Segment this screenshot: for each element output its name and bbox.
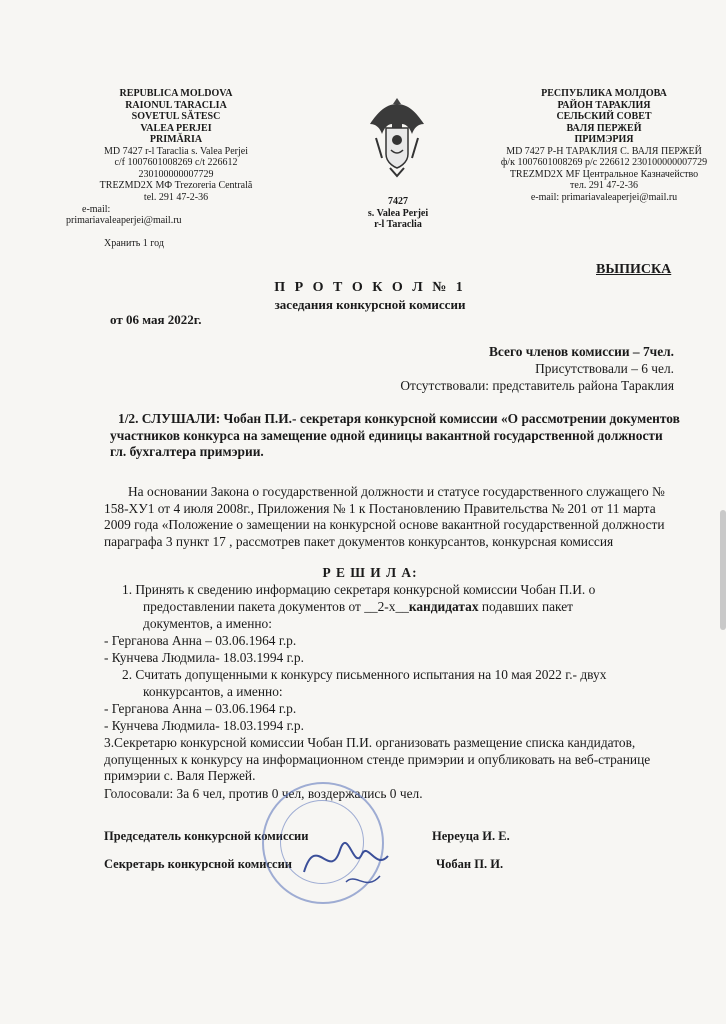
storage-note: Хранить 1 год [104,238,164,249]
header-right-line: РЕСПУБЛИКА МОЛДОВА [541,88,667,99]
header-left-line: VALEA PERJEI [140,122,212,134]
scrollbar[interactable] [720,510,726,630]
item1-text-end: подавших пакет [478,599,574,614]
decision-item-3: 3.Секретарю конкурсной комиссии Чобан П.И. организовать размещение списка кандидатов, допущенных к конкурсу на информационном стенде примэрии и опубликовать на веб-странице примэрии с. Валя Пержей. [104,735,651,783]
emblem-line: 7427 [388,196,408,207]
email-label: e-mail: [82,204,111,215]
secretary-name: Чобан П. И. [436,857,504,871]
handwritten-signature [296,812,396,902]
decided-heading: Р Е Ш И Л А: [322,565,418,580]
header-right-line: ПРИМЭРИЯ [574,134,634,145]
header-left-line: TREZMD2X МФ Trezoreria Centrală [99,180,253,191]
decision-item-1-cont [143,599,693,616]
header-left-line: REPUBLICA MOLDOVA [119,88,233,99]
header-left-line: c/f 1007601008269 c/t 226612 [114,157,238,168]
emblem-caption [348,196,448,231]
header-left-line: SOVETUL SĂTESC [131,111,221,122]
candidate-1: - Герганова Анна – 03.06.1964 г.р. [104,633,297,648]
header-left-line: 230100000007729 [138,168,214,180]
emblem-line: s. Valea Perjei [367,207,429,219]
absent-note: Отсутствовали: представитель района Тараклия [400,378,674,393]
protocol-date: от 06 мая 2022г. [110,312,202,327]
decision-item-1: 1. Принять к сведению информацию секретаря конкурсной комиссии Чобан П.И. о [122,582,596,597]
header-left-line: MD 7427 r-l Taraclia s. Valea Perjei [104,145,248,157]
present-count: Присутствовали – 6 чел. [535,361,674,376]
chair-name: Нереуца И. Е. [432,829,510,843]
candidate-3: - Герганова Анна – 03.06.1964 г.р. [104,701,297,716]
extract-label: ВЫПИСКА [596,262,672,277]
header-right-line: ф/к 1007601008269 р/с 226612 230100000007729 [500,157,708,168]
candidate-4: - Кунчева Людмила- 18.03.1994 г.р. [104,718,304,733]
header-right [486,88,722,203]
header-right-line: СЕЛЬСКИЙ СОВЕТ [556,111,652,122]
basis-paragraph: На основании Закона о государственной должности и статусе государственного служащего № 158-ХУ1 от 4 июля 2008г., Приложения № 1 к Постановлению Правительства № 201 от 11 марта 2009 года «Положение о замещении на конкурсной основе вакантной государственной должности параграфа 3 пункт 17 , рассмотрев пакет документов конкурсантов, конкурсная комиссия [104,484,665,549]
secretary-label: Секретарь конкурсной комиссии [104,857,292,871]
chair-label: Председатель конкурсной комиссии [104,829,309,843]
header-right-line: ВАЛЯ ПЕРЖЕЙ [566,122,642,134]
header-left-line: PRIMĂRIA [149,134,203,145]
decision-item-1-end: документов, а именно: [143,616,272,631]
header-right-line: MD 7427 Р-Н ТАРАКЛИЯ С. ВАЛЯ ПЕРЖЕЙ [506,145,702,157]
header-right-line: e-mail: primariavaleaperjei@mail.ru [530,191,678,203]
header-left [88,88,264,203]
protocol-title: П Р О Т О К О Л № 1 [274,280,466,295]
decision-item-2: 2. Считать допущенными к конкурсу письменного испытания на 10 мая 2022 г.- двух [122,667,607,682]
header-right-line: тел. 291 47-2-36 [570,180,638,191]
decision-item-2-cont: конкурсантов, а именно: [143,684,283,699]
header-right-line: РАЙОН ТАРАКЛИЯ [557,99,651,111]
candidate-2: - Кунчева Людмила- 18.03.1994 г.р. [104,650,304,665]
protocol-subtitle: заседания конкурсной комиссии [274,297,466,312]
vote-result: Голосовали: За 6 чел, против 0 чел, воздержались 0 чел. [104,786,423,801]
header-right-line: TREZMD2X MF Центральное Казначейство [509,168,699,180]
header-left-line: RAIONUL TARACLIA [125,99,227,111]
moldova-coat-of-arms-icon [366,94,428,180]
heard-section: 1/2. СЛУШАЛИ: Чобан П.И.- секретаря конкурсной комиссии «О рассмотрении документов участников конкурса на замещение одной единицы вакантной государственной должности гл. бухгалтера примэрии. [110,411,680,459]
item1-text: предоставлении пакета документов от __2-х__ [143,599,409,614]
item1-bold: кандидатах [408,599,479,614]
emblem-line: r-l Taraclia [374,219,422,230]
header-left-line: tel. 291 47-2-36 [143,191,209,203]
total-members: Всего членов комиссии – 7чел. [488,344,674,359]
email-address: primariavaleaperjei@mail.ru [66,215,182,226]
